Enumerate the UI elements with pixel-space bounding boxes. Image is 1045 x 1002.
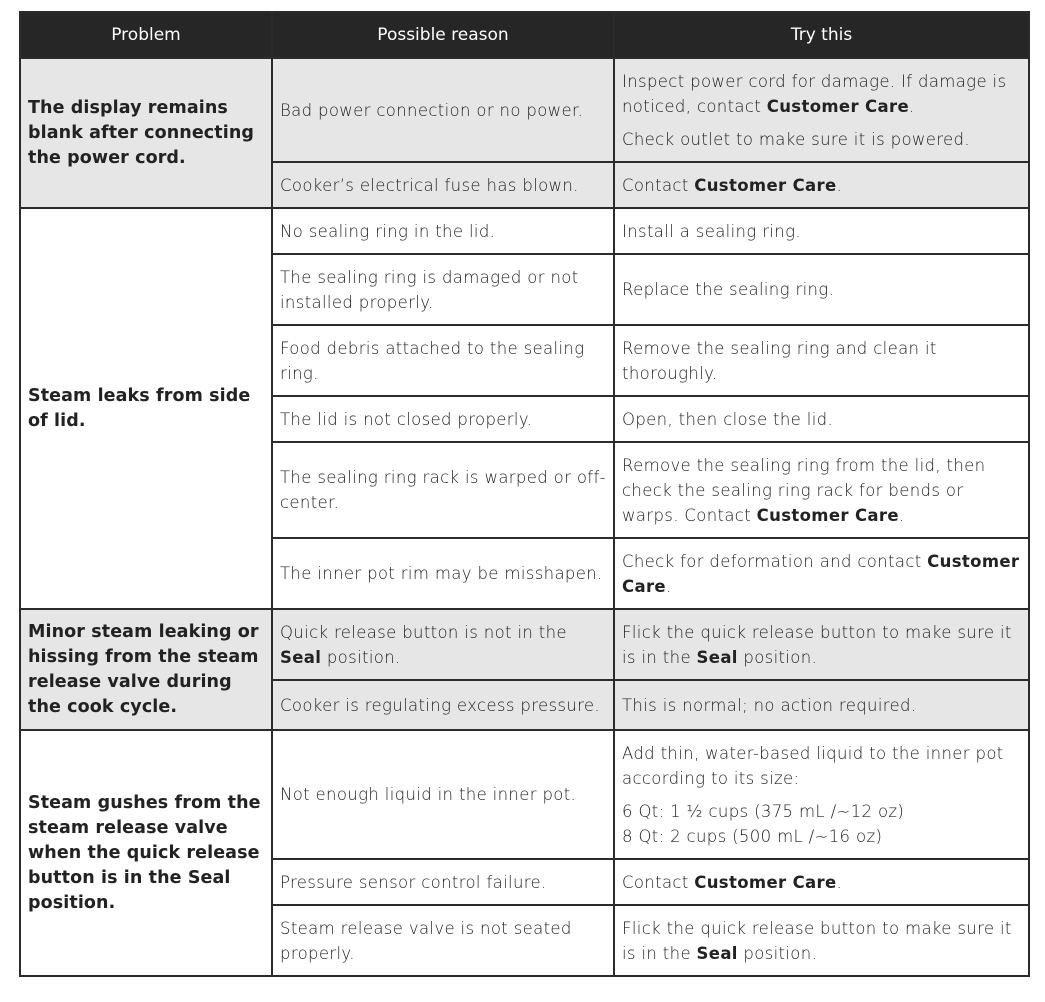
table-row (20, 730, 1029, 859)
try-cell (614, 58, 1029, 162)
reason-cell: No sealing ring in the lid. (272, 208, 614, 254)
seal-label: Seal (280, 647, 322, 667)
troubleshooting-table (19, 11, 1030, 977)
reason-cell: Steam release valve is not seated properly. (272, 905, 614, 976)
problem-cell: Steam gushes from the steam release valve when the quick release button is in the Seal position. (20, 730, 272, 976)
reason-cell: Not enough liquid in the inner pot. (272, 730, 614, 859)
reason-cell: Cooker’s electrical fuse has blown. (272, 162, 614, 208)
reason-cell: Bad power connection or no power. (272, 58, 614, 162)
try-text (622, 69, 1021, 119)
reason-cell: Pressure sensor control failure. (272, 859, 614, 905)
try-cell (614, 162, 1029, 208)
try-text-part: Flick the quick release button to make sure it is in the (622, 918, 1012, 963)
try-text-part: Remove the sealing ring from the lid, then check the sealing ring rack for bends or warps. Contact (622, 455, 986, 525)
reason-text-part: Quick release button is not in the (280, 622, 567, 642)
seal-label: Seal (696, 943, 738, 963)
try-cell (614, 859, 1029, 905)
problem-cell: The display remains blank after connecting the power cord. (20, 58, 272, 208)
customer-care-label: Customer Care (766, 96, 910, 116)
header-possible-reason: Possible reason (272, 12, 614, 58)
reason-cell: The inner pot rim may be misshapen. (272, 538, 614, 609)
try-cell (614, 538, 1029, 609)
try-cell (614, 442, 1029, 538)
reason-cell: The lid is not closed properly. (272, 396, 614, 442)
try-cell: This is normal; no action required. (614, 680, 1029, 730)
table-row (20, 208, 1029, 254)
try-text-part: . (665, 576, 672, 596)
try-text: Add thin, water-based liquid to the inner pot according to its size: (622, 743, 1004, 788)
problem-cell: Minor steam leaking or hissing from the steam release valve during the cook cycle. (20, 609, 272, 730)
reason-text-part: position. (321, 647, 401, 667)
try-text-part: Flick the quick release button to make sure it is in the (622, 622, 1012, 667)
reason-cell: The sealing ring is damaged or not installed properly. (272, 254, 614, 325)
try-cell (614, 905, 1029, 976)
try-text-part: Check for deformation and contact (622, 551, 928, 571)
try-text-part: Inspect power cord for damage. If damage is noticed, contact (622, 71, 1007, 116)
try-text-part: position. (737, 943, 818, 963)
reason-cell (272, 609, 614, 680)
customer-care-label: Customer Care (622, 551, 1020, 596)
try-text-part: . (898, 505, 905, 525)
try-text: 8 Qt: 2 cups (500 mL /~16 oz) (622, 826, 883, 846)
problem-cell: Steam leaks from side of lid. (20, 208, 272, 609)
try-text-part: . (836, 175, 843, 195)
try-text: 6 Qt: 1 ½ cups (375 mL /~12 oz) (622, 801, 905, 821)
try-text-part: . (836, 872, 843, 892)
header-try-this: Try this (614, 12, 1029, 58)
try-cell (614, 730, 1029, 859)
customer-care-label: Customer Care (694, 175, 837, 195)
table-row (20, 609, 1029, 680)
header-row (20, 12, 1029, 58)
try-text: Check outlet to make sure it is powered. (622, 129, 970, 149)
try-cell: Replace the sealing ring. (614, 254, 1029, 325)
try-text-part: . (909, 96, 915, 116)
try-text-part: Contact (622, 872, 695, 892)
customer-care-label: Customer Care (756, 505, 899, 525)
customer-care-label: Customer Care (694, 872, 837, 892)
reason-cell: The sealing ring rack is warped or off-center. (272, 442, 614, 538)
try-cell (614, 609, 1029, 680)
seal-label: Seal (696, 647, 738, 667)
try-cell: Install a sealing ring. (614, 208, 1029, 254)
try-cell: Remove the sealing ring and clean it thoroughly. (614, 325, 1029, 396)
reason-cell: Food debris attached to the sealing ring. (272, 325, 614, 396)
try-cell: Open, then close the lid. (614, 396, 1029, 442)
header-problem: Problem (20, 12, 272, 58)
table-row (20, 58, 1029, 162)
try-text-part: position. (737, 647, 818, 667)
reason-cell: Cooker is regulating excess pressure. (272, 680, 614, 730)
try-text-part: Contact (622, 175, 695, 195)
